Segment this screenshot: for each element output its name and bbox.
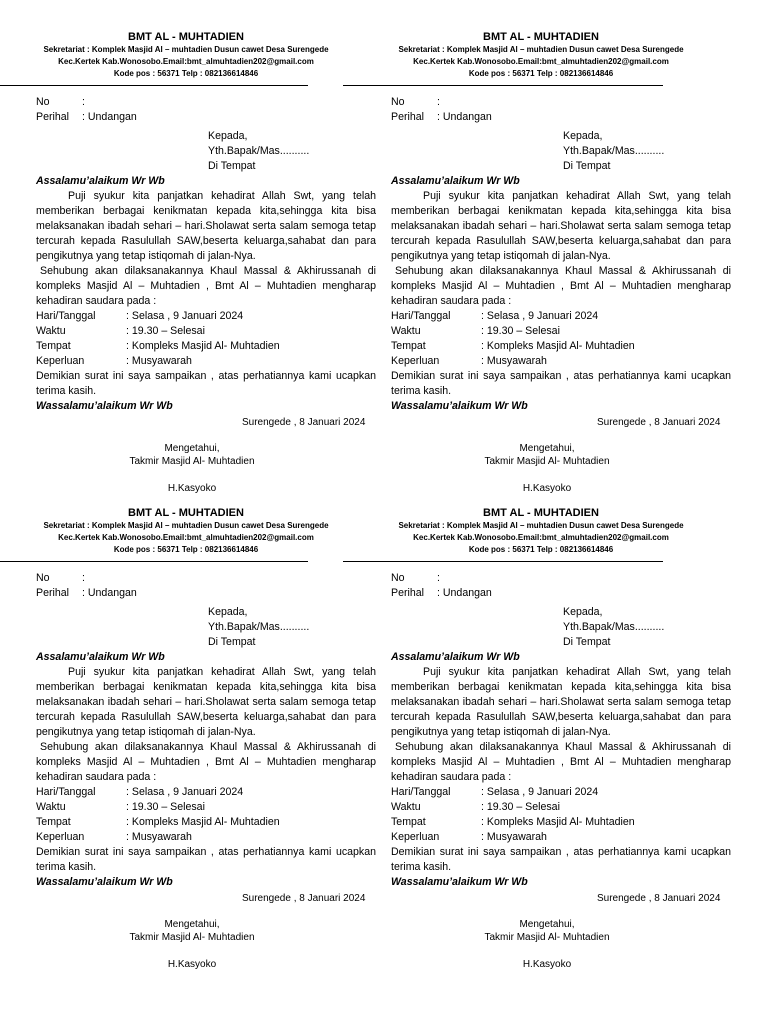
detail-label: Keperluan: [36, 831, 85, 843]
detail-label: Keperluan: [36, 355, 85, 367]
letterhead: [36, 30, 376, 80]
detail-value: : Kompleks Masjid Al- Muhtadien: [126, 340, 280, 352]
letterhead: [391, 30, 731, 80]
detail-label: Waktu: [391, 325, 421, 337]
subject-row: [391, 586, 731, 601]
number-row: [391, 571, 731, 586]
detail-value: : Musyawarah: [126, 831, 192, 843]
detail-value: : 19.30 – Selesai: [481, 325, 560, 337]
closing-paragraph: Demikian surat ini saya sampaikan , atas perhatiannya kami ucapkan terima kasih.: [36, 370, 376, 397]
closing-paragraph: Demikian surat ini saya sampaikan , atas perhatiannya kami ucapkan terima kasih.: [391, 846, 731, 873]
signature-line-2: Takmir Masjid Al- Muhtadien: [484, 932, 610, 943]
organization-name: BMT AL - MUHTADIEN: [483, 31, 599, 43]
detail-value: : Kompleks Masjid Al- Muhtadien: [481, 340, 635, 352]
signature-line-1: Mengetahui,: [519, 443, 575, 454]
number-value: :: [82, 572, 85, 584]
address-line-2: Kec.Kertek Kab.Wonosobo.Email:bmt_almuhtadien202@gmail.com: [413, 57, 669, 66]
place-date: Surengede , 8 Januari 2024: [597, 893, 721, 904]
greeting: Assalamu’alaikum Wr Wb: [391, 651, 520, 663]
detail-value: : 19.30 – Selesai: [126, 325, 205, 337]
opening-paragraph: Puji syukur kita panjatkan kehadirat Allah Swt, yang telah memberikan berbagai kenikmatan kepada kita,sehingga kita bisa melaksanakan ibadah sehari – hari.Sholawat serta salam semoga tetap tercurah kepada Rasulullah SAW,beserta keluarga,sahabat dan para pengikutnya yang tetap istiqomah di jalan-Nya.: [36, 666, 376, 738]
recipient-line-3: Di Tempat: [208, 636, 256, 648]
recipient-line-3: Di Tempat: [208, 160, 256, 172]
detail-label: Keperluan: [391, 355, 440, 367]
detail-value: : Selasa , 9 Januari 2024: [126, 786, 244, 798]
detail-label: Tempat: [36, 340, 71, 352]
letter-meta: [391, 95, 731, 125]
detail-row: [391, 309, 731, 324]
opening-paragraph: Puji syukur kita panjatkan kehadirat Allah Swt, yang telah memberikan berbagai kenikmatan kepada kita,sehingga kita bisa melaksanakan ibadah sehari – hari.Sholawat serta salam semoga tetap tercurah kepada Rasulullah SAW,beserta keluarga,sahabat dan para pengikutnya yang tetap istiqomah di jalan-Nya.: [391, 666, 731, 738]
invitation-letter-bottom-left: [36, 506, 376, 976]
invitation-letter-top-right: [391, 30, 731, 500]
event-details: [391, 785, 731, 845]
number-row: [36, 571, 376, 586]
detail-label: Hari/Tanggal: [36, 310, 96, 322]
farewell: Wassalamu’alaikum Wr Wb: [391, 400, 528, 412]
detail-row: [36, 339, 376, 354]
letterhead: [391, 506, 731, 556]
detail-label: Waktu: [36, 801, 66, 813]
header-divider: [0, 85, 308, 86]
address-line-2: Kec.Kertek Kab.Wonosobo.Email:bmt_almuhtadien202@gmail.com: [58, 57, 314, 66]
signature-line-2: Takmir Masjid Al- Muhtadien: [484, 456, 610, 467]
detail-label: Tempat: [391, 340, 426, 352]
number-label: No: [391, 96, 405, 108]
header-divider: [343, 561, 663, 562]
address-line-3: Kode pos : 56371 Telp : 082136614846: [468, 545, 614, 554]
subject-label: Perihal: [391, 111, 424, 123]
subject-label: Perihal: [391, 587, 424, 599]
organization-name: BMT AL - MUHTADIEN: [128, 31, 244, 43]
detail-value: : Musyawarah: [126, 355, 192, 367]
detail-row: [36, 785, 376, 800]
invitation-paragraph: Sehubung akan dilaksanakannya Khaul Massal & Akhirussanah di kompleks Masjid Al – Muhtadien , Bmt Al – Muhtadien mengharap kehadiran saudara pada :: [36, 265, 376, 307]
detail-label: Waktu: [36, 325, 66, 337]
subject-value: : Undangan: [437, 111, 492, 123]
event-details: [36, 785, 376, 845]
recipient-line-2: Yth.Bapak/Mas..........: [563, 145, 665, 157]
detail-value: : 19.30 – Selesai: [481, 801, 560, 813]
opening-paragraph: Puji syukur kita panjatkan kehadirat Allah Swt, yang telah memberikan berbagai kenikmatan kepada kita,sehingga kita bisa melaksanakan ibadah sehari – hari.Sholawat serta salam semoga tetap tercurah kepada Rasulullah SAW,beserta keluarga,sahabat dan para pengikutnya yang tetap istiqomah di jalan-Nya.: [36, 190, 376, 262]
invitation-paragraph: Sehubung akan dilaksanakannya Khaul Massal & Akhirussanah di kompleks Masjid Al – Muhtadien , Bmt Al – Muhtadien mengharap kehadiran saudara pada :: [391, 741, 731, 783]
signature-line-1: Mengetahui,: [164, 919, 220, 930]
signatory-name: H.Kasyoko: [522, 483, 572, 494]
detail-value: : Musyawarah: [481, 831, 547, 843]
recipient-line-3: Di Tempat: [563, 636, 611, 648]
farewell: Wassalamu’alaikum Wr Wb: [391, 876, 528, 888]
detail-label: Tempat: [391, 816, 426, 828]
opening-paragraph: Puji syukur kita panjatkan kehadirat Allah Swt, yang telah memberikan berbagai kenikmatan kepada kita,sehingga kita bisa melaksanakan ibadah sehari – hari.Sholawat serta salam semoga tetap tercurah kepada Rasulullah SAW,beserta keluarga,sahabat dan para pengikutnya yang tetap istiqomah di jalan-Nya.: [391, 190, 731, 262]
detail-label: Keperluan: [391, 831, 440, 843]
address-line-1: Sekretariat : Komplek Masjid Al – muhtadien Dusun cawet Desa Surengede: [398, 45, 684, 54]
detail-value: : Kompleks Masjid Al- Muhtadien: [481, 816, 635, 828]
invitation-letter-top-left: [36, 30, 376, 500]
number-label: No: [36, 96, 50, 108]
event-details: [36, 309, 376, 369]
detail-row: [36, 830, 376, 845]
signatory-name: H.Kasyoko: [167, 959, 217, 970]
detail-value: : Musyawarah: [481, 355, 547, 367]
greeting: Assalamu’alaikum Wr Wb: [36, 175, 165, 187]
recipient-line-2: Yth.Bapak/Mas..........: [208, 621, 310, 633]
closing-paragraph: Demikian surat ini saya sampaikan , atas perhatiannya kami ucapkan terima kasih.: [36, 846, 376, 873]
detail-label: Hari/Tanggal: [391, 786, 451, 798]
subject-row: [36, 110, 376, 125]
recipient-line-1: Kepada,: [208, 130, 248, 142]
detail-value: : Selasa , 9 Januari 2024: [481, 786, 599, 798]
address-line-1: Sekretariat : Komplek Masjid Al – muhtadien Dusun cawet Desa Surengede: [43, 521, 329, 530]
subject-value: : Undangan: [437, 587, 492, 599]
address-line-2: Kec.Kertek Kab.Wonosobo.Email:bmt_almuhtadien202@gmail.com: [413, 533, 669, 542]
subject-value: : Undangan: [82, 587, 137, 599]
place-date: Surengede , 8 Januari 2024: [597, 417, 721, 428]
header-divider: [0, 561, 308, 562]
detail-row: [391, 800, 731, 815]
closing-paragraph: Demikian surat ini saya sampaikan , atas perhatiannya kami ucapkan terima kasih.: [391, 370, 731, 397]
subject-value: : Undangan: [82, 111, 137, 123]
subject-label: Perihal: [36, 587, 69, 599]
signatory-name: H.Kasyoko: [167, 483, 217, 494]
detail-label: Waktu: [391, 801, 421, 813]
number-row: [391, 95, 731, 110]
detail-value: : Kompleks Masjid Al- Muhtadien: [126, 816, 280, 828]
detail-label: Tempat: [36, 816, 71, 828]
detail-row: [36, 800, 376, 815]
subject-label: Perihal: [36, 111, 69, 123]
signature-block: [124, 918, 260, 971]
place-date: Surengede , 8 Januari 2024: [242, 417, 366, 428]
detail-label: Hari/Tanggal: [391, 310, 451, 322]
invitation-letter-bottom-right: [391, 506, 731, 976]
detail-value: : Selasa , 9 Januari 2024: [126, 310, 244, 322]
number-label: No: [36, 572, 50, 584]
detail-value: : 19.30 – Selesai: [126, 801, 205, 813]
recipient-line-2: Yth.Bapak/Mas..........: [208, 145, 310, 157]
invitation-paragraph: Sehubung akan dilaksanakannya Khaul Massal & Akhirussanah di kompleks Masjid Al – Muhtadien , Bmt Al – Muhtadien mengharap kehadiran saudara pada :: [391, 265, 731, 307]
letterhead: [36, 506, 376, 556]
signature-block: [124, 442, 260, 495]
number-value: :: [437, 96, 440, 108]
address-line-1: Sekretariat : Komplek Masjid Al – muhtadien Dusun cawet Desa Surengede: [398, 521, 684, 530]
recipient-block: [36, 605, 376, 650]
detail-row: [391, 815, 731, 830]
letter-meta: [36, 95, 376, 125]
greeting: Assalamu’alaikum Wr Wb: [391, 175, 520, 187]
organization-name: BMT AL - MUHTADIEN: [483, 507, 599, 519]
organization-name: BMT AL - MUHTADIEN: [128, 507, 244, 519]
farewell: Wassalamu’alaikum Wr Wb: [36, 400, 173, 412]
signature-block: [479, 442, 615, 495]
detail-row: [36, 354, 376, 369]
recipient-line-1: Kepada,: [563, 130, 603, 142]
detail-value: : Selasa , 9 Januari 2024: [481, 310, 599, 322]
address-line-1: Sekretariat : Komplek Masjid Al – muhtadien Dusun cawet Desa Surengede: [43, 45, 329, 54]
recipient-block: [391, 129, 731, 174]
signature-line-1: Mengetahui,: [164, 443, 220, 454]
detail-row: [391, 354, 731, 369]
number-value: :: [437, 572, 440, 584]
subject-row: [391, 110, 731, 125]
detail-row: [36, 815, 376, 830]
detail-row: [391, 830, 731, 845]
recipient-line-3: Di Tempat: [563, 160, 611, 172]
invitation-paragraph: Sehubung akan dilaksanakannya Khaul Massal & Akhirussanah di kompleks Masjid Al – Muhtadien , Bmt Al – Muhtadien mengharap kehadiran saudara pada :: [36, 741, 376, 783]
signature-block: [479, 918, 615, 971]
address-line-2: Kec.Kertek Kab.Wonosobo.Email:bmt_almuhtadien202@gmail.com: [58, 533, 314, 542]
detail-row: [36, 309, 376, 324]
signatory-name: H.Kasyoko: [522, 959, 572, 970]
header-divider: [343, 85, 663, 86]
detail-row: [391, 785, 731, 800]
detail-label: Hari/Tanggal: [36, 786, 96, 798]
event-details: [391, 309, 731, 369]
number-label: No: [391, 572, 405, 584]
letter-meta: [391, 571, 731, 601]
greeting: Assalamu’alaikum Wr Wb: [36, 651, 165, 663]
address-line-3: Kode pos : 56371 Telp : 082136614846: [113, 69, 259, 78]
signature-line-1: Mengetahui,: [519, 919, 575, 930]
number-value: :: [82, 96, 85, 108]
signature-line-2: Takmir Masjid Al- Muhtadien: [129, 456, 255, 467]
subject-row: [36, 586, 376, 601]
detail-row: [391, 339, 731, 354]
letter-meta: [36, 571, 376, 601]
detail-row: [391, 324, 731, 339]
recipient-line-2: Yth.Bapak/Mas..........: [563, 621, 665, 633]
number-row: [36, 95, 376, 110]
recipient-line-1: Kepada,: [563, 606, 603, 618]
recipient-line-1: Kepada,: [208, 606, 248, 618]
recipient-block: [391, 605, 731, 650]
address-line-3: Kode pos : 56371 Telp : 082136614846: [468, 69, 614, 78]
place-date: Surengede , 8 Januari 2024: [242, 893, 366, 904]
signature-line-2: Takmir Masjid Al- Muhtadien: [129, 932, 255, 943]
address-line-3: Kode pos : 56371 Telp : 082136614846: [113, 545, 259, 554]
recipient-block: [36, 129, 376, 174]
farewell: Wassalamu’alaikum Wr Wb: [36, 876, 173, 888]
detail-row: [36, 324, 376, 339]
